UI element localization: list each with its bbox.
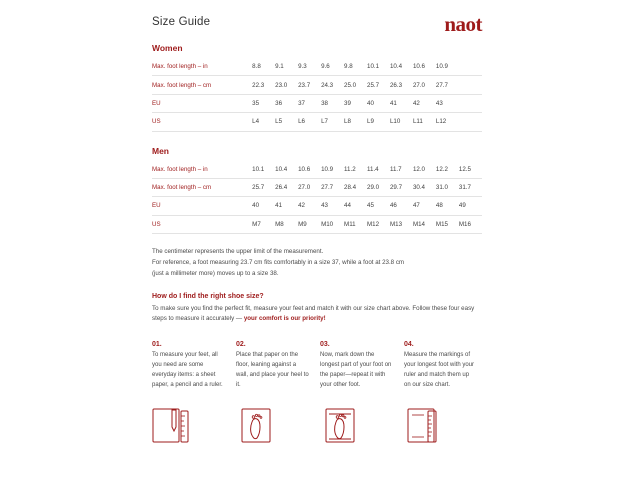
women-size-table-wrap: [152, 58, 482, 132]
table-row: [152, 76, 482, 94]
men-size-table: [152, 161, 482, 235]
cell: 26.4: [275, 178, 298, 196]
cell: 27.7: [321, 178, 344, 196]
howto-title: How do I find the right shoe size?: [152, 292, 264, 300]
cell: 11.7: [390, 161, 413, 179]
row-label: Max. foot length – cm: [152, 76, 252, 94]
foot-marking-icon: [320, 403, 393, 443]
cell: 30.4: [413, 178, 436, 196]
cell: M14: [413, 215, 436, 233]
howto-body: [152, 304, 482, 326]
table-row: [152, 178, 482, 196]
measurement-notes: [152, 234, 482, 280]
row-label: Max. foot length – cm: [152, 178, 252, 196]
cell: 23.7: [298, 76, 321, 94]
table-row: [152, 58, 482, 76]
cell: 22.3: [252, 76, 275, 94]
howto-body-start: To make sure you find the perfect fit, measure your feet and match it with our size chart above. Follow these four easy steps to measure it accurately —: [152, 304, 475, 323]
cell: 10.1: [252, 161, 275, 179]
cell-empty: [459, 58, 482, 76]
cell: L7: [321, 113, 344, 131]
content-column: [152, 0, 482, 443]
step-number: 01.: [152, 341, 162, 349]
cell: 42: [413, 94, 436, 112]
cell: M12: [367, 215, 390, 233]
cell: M15: [436, 215, 459, 233]
note-line-1: The centimeter represents the upper limit of the measurement.: [152, 248, 324, 255]
women-size-table: [152, 58, 482, 132]
cell: 41: [275, 197, 298, 215]
cell: M8: [275, 215, 298, 233]
cell: 41: [390, 94, 413, 112]
cell: L4: [252, 113, 275, 131]
cell: 10.4: [275, 161, 298, 179]
step-text: Now, mark down the longest part of your foot on the paper—repeat it with your other foot.: [320, 352, 392, 388]
cell: 29.0: [367, 178, 390, 196]
cell: 43: [436, 94, 459, 112]
cell: 27.7: [436, 76, 459, 94]
cell: 8.8: [252, 58, 275, 76]
cell: 40: [367, 94, 390, 112]
cell: 11.2: [344, 161, 367, 179]
table-row: [152, 113, 482, 131]
row-label: EU: [152, 197, 252, 215]
men-size-table-wrap: [152, 161, 482, 235]
row-label: EU: [152, 94, 252, 112]
cell: L6: [298, 113, 321, 131]
cell: M11: [344, 215, 367, 233]
step-03: [320, 341, 393, 443]
cell: 10.1: [367, 58, 390, 76]
step-number: 04.: [404, 341, 414, 349]
cell: 9.6: [321, 58, 344, 76]
cell-empty: [459, 76, 482, 94]
cell: 44: [344, 197, 367, 215]
cell: 31.7: [459, 178, 482, 196]
cell: 37: [298, 94, 321, 112]
cell: M16: [459, 215, 482, 233]
table-row: [152, 94, 482, 112]
cell: M7: [252, 215, 275, 233]
row-label: Max. foot length – in: [152, 161, 252, 179]
row-label: US: [152, 215, 252, 233]
cell: 12.0: [413, 161, 436, 179]
cell: L11: [413, 113, 436, 131]
cell-empty: [459, 94, 482, 112]
cell: M13: [390, 215, 413, 233]
cell: 25.0: [344, 76, 367, 94]
table-row: [152, 215, 482, 233]
cell-empty: [459, 113, 482, 131]
cell: 10.9: [436, 58, 459, 76]
step-02: [236, 341, 309, 443]
cell: 23.0: [275, 76, 298, 94]
cell: 10.6: [413, 58, 436, 76]
cell: 27.0: [413, 76, 436, 94]
cell: 25.7: [252, 178, 275, 196]
cell: 45: [367, 197, 390, 215]
cell: L12: [436, 113, 459, 131]
cell: 27.0: [298, 178, 321, 196]
paper-and-ruler-icon: [152, 403, 225, 443]
cell: 9.1: [275, 58, 298, 76]
cell: 9.3: [298, 58, 321, 76]
step-04: [404, 341, 477, 443]
cell: 25.7: [367, 76, 390, 94]
cell: 9.8: [344, 58, 367, 76]
cell: 36: [275, 94, 298, 112]
cell: 26.3: [390, 76, 413, 94]
cell: M10: [321, 215, 344, 233]
ruler-measure-icon: [404, 403, 477, 443]
cell: 46: [390, 197, 413, 215]
cell: 42: [298, 197, 321, 215]
cell: L9: [367, 113, 390, 131]
cell: L5: [275, 113, 298, 131]
cell: 10.4: [390, 58, 413, 76]
cell: M9: [298, 215, 321, 233]
step-text: Measure the markings of your longest foot with your ruler and match them up on our size chart.: [404, 352, 475, 388]
cell: 48: [436, 197, 459, 215]
table-row: [152, 197, 482, 215]
cell: 40: [252, 197, 275, 215]
note-line-2: For reference, a foot measuring 23.7 cm fits comfortably in a size 37, while a foot at 23.8 cm: [152, 258, 405, 266]
row-label: US: [152, 113, 252, 131]
cell: 10.6: [298, 161, 321, 179]
cell: 10.9: [321, 161, 344, 179]
step-number: 03.: [320, 341, 330, 349]
row-label: Max. foot length – in: [152, 58, 252, 76]
page-header: [152, 0, 482, 37]
foot-on-paper-icon: [236, 403, 309, 443]
cell: 47: [413, 197, 436, 215]
section-title-men: Men: [152, 145, 169, 156]
table-row: [152, 161, 482, 179]
cell: 24.3: [321, 76, 344, 94]
naot-logo: naot: [444, 12, 482, 36]
cell: 35: [252, 94, 275, 112]
section-title-women: Women: [152, 43, 183, 53]
cell: 12.2: [436, 161, 459, 179]
step-01: [152, 341, 225, 443]
cell: 39: [344, 94, 367, 112]
cell: L8: [344, 113, 367, 131]
step-number: 02.: [236, 341, 246, 349]
steps-row: [152, 325, 482, 443]
cell: 11.4: [367, 161, 390, 179]
step-text: Place that paper on the floor, leaning against a wall, and place your heel to it.: [236, 352, 309, 388]
howto-body-emphasis: your comfort is our priority!: [243, 315, 326, 323]
cell: L10: [390, 113, 413, 131]
cell: 38: [321, 94, 344, 112]
cell: 43: [321, 197, 344, 215]
cell: 49: [459, 197, 482, 215]
cell: 28.4: [344, 178, 367, 196]
page-title: Size Guide: [152, 16, 211, 28]
cell: 29.7: [390, 178, 413, 196]
note-line-3: (just a millimeter more) moves up to a size 38.: [152, 269, 279, 277]
step-text: To measure your feet, all you need are some everyday items: a sheet paper, a pencil and a ruler.: [152, 352, 223, 388]
cell: 31.0: [436, 178, 459, 196]
cell: 12.5: [459, 161, 482, 179]
